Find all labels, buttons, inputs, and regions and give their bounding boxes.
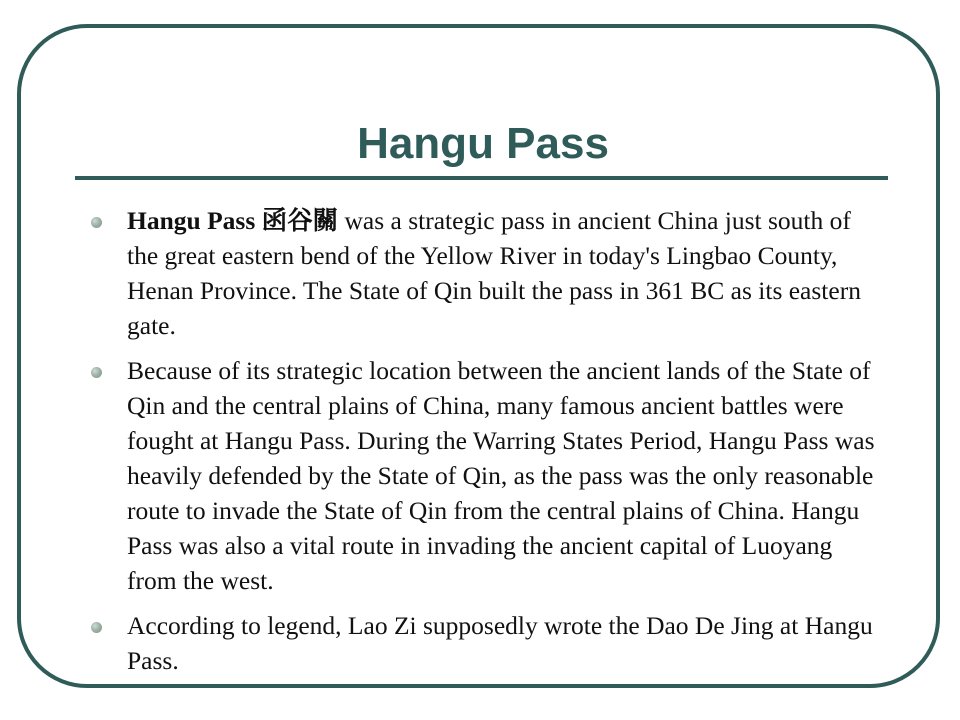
bullet-text: was a strategic pass in ancient China just south of the great eastern bend of the Yellow River in today's Lingbao County, Henan Province. The State of Qin built the pass in 361 BC as its eastern gate. xyxy=(127,206,861,340)
bullet-text: Because of its strategic location between the ancient lands of the State of Qin and the central plains of China, many famous ancient battles were fought at Hangu Pass. During the Warring States Period, Hangu Pass was heavily defended by the State of Qin, as the pass was the only reasonable route to invade the State of Qin from the central plains of China. Hangu Pass was also a vital route in invading the ancient capital of Luoyang from the west. xyxy=(127,356,875,595)
bullet-item xyxy=(0,203,960,343)
title-underline xyxy=(75,176,888,180)
bullet-dot-icon xyxy=(91,622,102,633)
bullet-item xyxy=(0,608,960,678)
bullet-item xyxy=(0,353,960,598)
bullet-lead: Hangu Pass 函谷關 xyxy=(127,206,339,235)
slide-title: Hangu Pass xyxy=(357,119,609,168)
bullet-dot-icon xyxy=(91,217,102,228)
bullet-text: According to legend, Lao Zi supposedly wrote the Dao De Jing at Hangu Pass. xyxy=(127,611,873,675)
bullet-dot-icon xyxy=(91,367,102,378)
bullet-list xyxy=(0,203,960,678)
